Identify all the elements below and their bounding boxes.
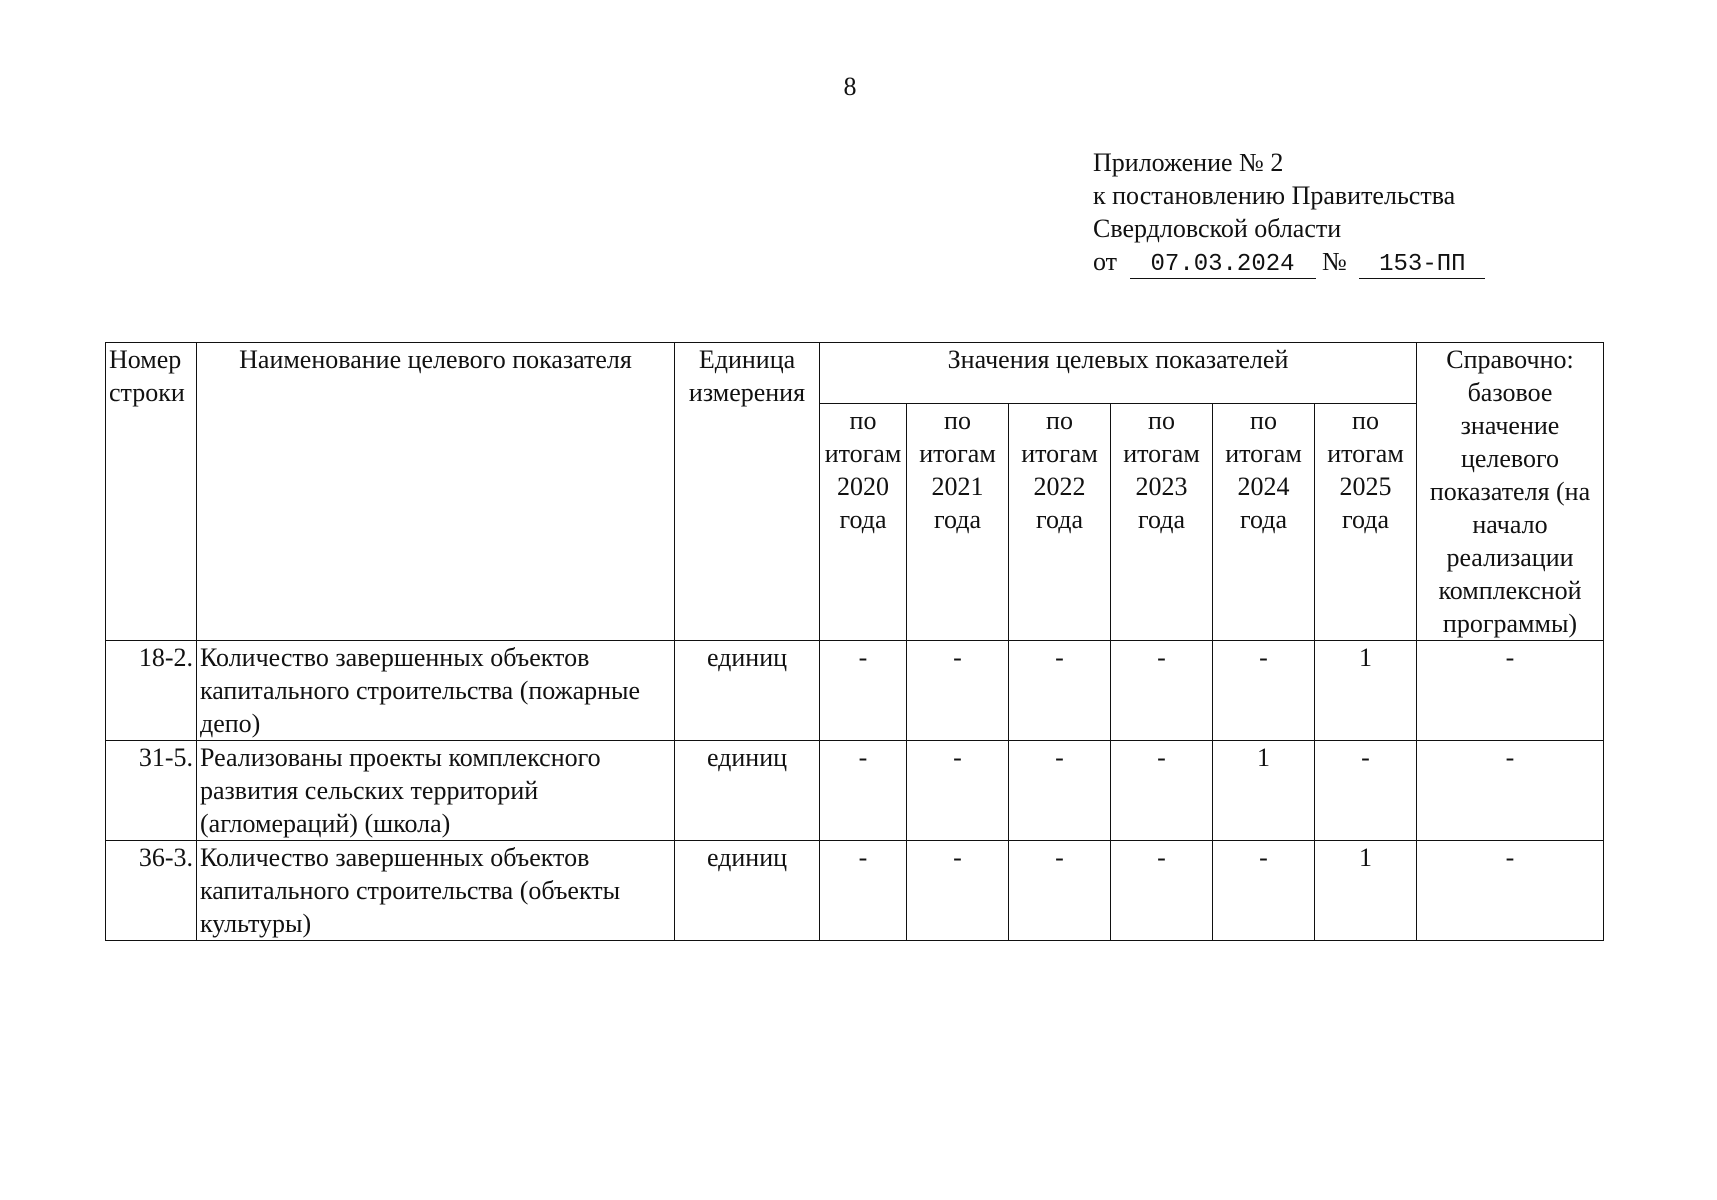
- appendix-line-2: к постановлению Правительства: [1093, 181, 1456, 210]
- row-value-2021: -: [907, 841, 1009, 941]
- appendix-date-line: [1093, 245, 1485, 279]
- header-year-2022: по итогам 2022 года: [1009, 403, 1111, 640]
- row-value-2021: -: [907, 741, 1009, 841]
- header-year-2024: по итогам 2024 года: [1213, 403, 1315, 640]
- row-unit: единиц: [675, 641, 820, 741]
- row-value-2020: -: [820, 841, 907, 941]
- row-value-2022: -: [1009, 841, 1111, 941]
- header-year-2025: по итогам 2025 года: [1315, 403, 1417, 640]
- appendix-line-1: Приложение № 2: [1093, 148, 1284, 177]
- row-value-2021: -: [907, 641, 1009, 741]
- row-number: 18-2.: [106, 641, 197, 741]
- row-value-2025: -: [1315, 741, 1417, 841]
- header-year-2023: по итогам 2023 года: [1111, 403, 1213, 640]
- row-reference: -: [1417, 741, 1604, 841]
- header-values-group: Значения целевых показателей: [820, 343, 1417, 404]
- row-value-2024: -: [1213, 841, 1315, 941]
- header-name: Наименование целевого показателя: [197, 343, 675, 641]
- row-unit: единиц: [675, 741, 820, 841]
- row-value-2023: -: [1111, 641, 1213, 741]
- row-name: Количество завершенных объектов капитального строительства (пожарные депо): [197, 641, 675, 741]
- appendix-block: [1093, 146, 1485, 279]
- indicators-table: [105, 342, 1604, 941]
- appendix-line-3: Свердловской области: [1093, 214, 1342, 243]
- row-value-2024: -: [1213, 641, 1315, 741]
- row-reference: -: [1417, 641, 1604, 741]
- header-unit: Единица измерения: [675, 343, 820, 641]
- date-prefix: от: [1093, 247, 1118, 276]
- number-prefix: №: [1322, 247, 1347, 276]
- table-row: [106, 641, 1604, 741]
- row-value-2023: -: [1111, 741, 1213, 841]
- header-year-2021: по итогам 2021 года: [907, 403, 1009, 640]
- row-value-2020: -: [820, 641, 907, 741]
- row-value-2020: -: [820, 741, 907, 841]
- resolution-number: 153-ПП: [1359, 252, 1485, 279]
- row-unit: единиц: [675, 841, 820, 941]
- row-value-2022: -: [1009, 741, 1111, 841]
- row-value-2024: 1: [1213, 741, 1315, 841]
- header-reference: Справочно: базовое значение целевого показателя (на начало реализации комплексной программы): [1417, 343, 1604, 641]
- row-name: Реализованы проекты комплексного развития сельских территорий (агломераций) (школа): [197, 741, 675, 841]
- row-reference: -: [1417, 841, 1604, 941]
- header-year-2020: по итогам 2020 года: [820, 403, 907, 640]
- resolution-date: 07.03.2024: [1130, 252, 1316, 279]
- row-value-2022: -: [1009, 641, 1111, 741]
- table-row: [106, 841, 1604, 941]
- table-row: [106, 741, 1604, 841]
- row-number: 31-5.: [106, 741, 197, 841]
- page-number: 8: [843, 72, 857, 101]
- header-row-number: Номер строки: [106, 343, 197, 641]
- row-value-2023: -: [1111, 841, 1213, 941]
- header-row-1: [106, 343, 1604, 404]
- row-name: Количество завершенных объектов капитального строительства (объекты культуры): [197, 841, 675, 941]
- row-value-2025: 1: [1315, 641, 1417, 741]
- row-value-2025: 1: [1315, 841, 1417, 941]
- row-number: 36-3.: [106, 841, 197, 941]
